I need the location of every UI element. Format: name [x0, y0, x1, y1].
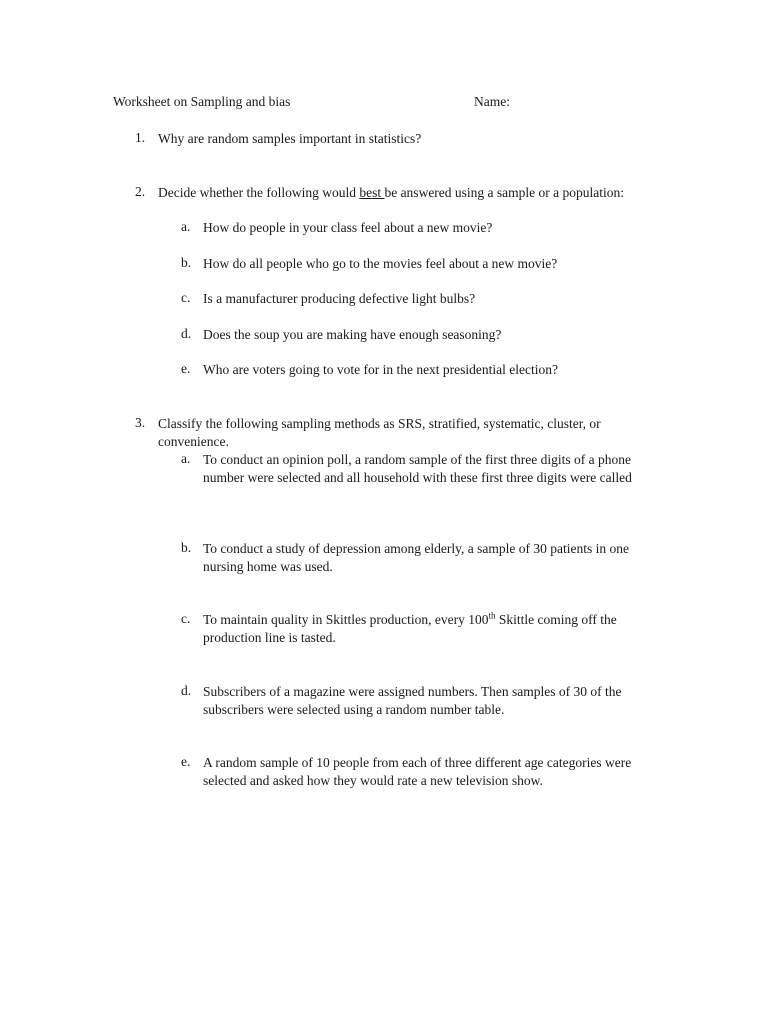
- question-3-item-a: [181, 451, 661, 486]
- item-letter: d.: [181, 326, 192, 341]
- worksheet-title: Worksheet on Sampling and bias: [113, 94, 291, 109]
- name-label: Name:: [474, 94, 510, 109]
- question-2-item-a: [181, 219, 661, 237]
- question-3-item-c: [181, 611, 661, 646]
- question-number: 1.: [135, 130, 146, 145]
- question-number: 2.: [135, 184, 146, 199]
- question-2-item-b: [181, 255, 661, 273]
- item-text: [203, 611, 661, 646]
- emphasized-word: best: [359, 185, 385, 200]
- item-text: Subscribers of a magazine were assigned numbers. Then samples of 30 of the subscribers were selected using a random number table.: [203, 684, 622, 717]
- worksheet-header: [113, 94, 673, 112]
- item-text: How do all people who go to the movies feel about a new movie?: [203, 256, 558, 271]
- item-letter: e.: [181, 754, 191, 769]
- question-3-item-e: [181, 754, 661, 789]
- item-letter: c.: [181, 611, 191, 626]
- question-3-item-b: [181, 540, 661, 575]
- item-text: To conduct a study of depression among elderly, a sample of 30 patients in one nursing home was used.: [203, 541, 629, 574]
- item-letter: a.: [181, 219, 191, 234]
- item-text: Is a manufacturer producing defective light bulbs?: [203, 291, 476, 306]
- item-letter: c.: [181, 290, 191, 305]
- question-2-item-d: [181, 326, 661, 344]
- item-text: Who are voters going to vote for in the next presidential election?: [203, 362, 559, 377]
- question-3-item-d: [181, 683, 661, 718]
- item-text: Does the soup you are making have enough seasoning?: [203, 327, 502, 342]
- item-letter: b.: [181, 255, 192, 270]
- question-text-part: be answered using a sample or a population:: [384, 185, 625, 200]
- question-text-part: Decide whether the following would: [158, 185, 360, 200]
- question-2-item-e: [181, 361, 661, 379]
- question-text: Why are random samples important in statistics?: [158, 131, 422, 146]
- item-letter: b.: [181, 540, 192, 555]
- question-3: [135, 415, 675, 450]
- item-text-part: To maintain quality in Skittles production, every 100: [203, 612, 489, 627]
- question-text: [158, 184, 658, 202]
- item-text: How do people in your class feel about a new movie?: [203, 220, 493, 235]
- ordinal-suffix: th: [488, 610, 496, 621]
- question-number: 3.: [135, 415, 146, 430]
- question-1: [135, 130, 675, 148]
- item-text-part: Skittle coming off the production line is tasted.: [203, 612, 617, 645]
- question-2-item-c: [181, 290, 661, 308]
- question-2: [135, 184, 675, 202]
- question-text: Classify the following sampling methods as SRS, stratified, systematic, cluster, or convenience.: [158, 416, 601, 449]
- item-text: To conduct an opinion poll, a random sample of the first three digits of a phone number were selected and all household with these first three digits were called: [203, 452, 632, 485]
- item-letter: e.: [181, 361, 191, 376]
- item-letter: d.: [181, 683, 192, 698]
- item-letter: a.: [181, 451, 191, 466]
- item-text: A random sample of 10 people from each of three different age categories were selected and asked how they would rate a new television show.: [203, 755, 632, 788]
